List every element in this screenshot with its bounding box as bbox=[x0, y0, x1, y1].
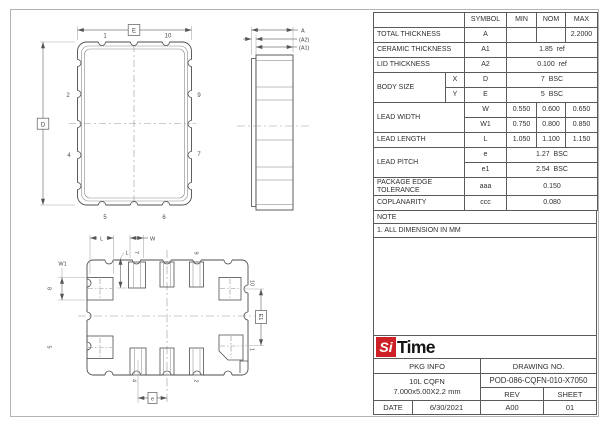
date-value: 6/30/2021 bbox=[413, 401, 481, 414]
spec-nom: 1.100 bbox=[537, 133, 566, 148]
pin-label: 5 bbox=[45, 345, 52, 349]
spec-row-ceramic-thickness bbox=[374, 43, 598, 58]
pin-label: 1 bbox=[103, 33, 107, 40]
spec-header-max: MAX bbox=[566, 13, 598, 28]
spec-nom: 0.600 bbox=[537, 103, 566, 118]
drawing-no-value: POD-086-CQFN-010-X7050 bbox=[481, 374, 596, 388]
spec-row-total-thickness bbox=[374, 28, 598, 43]
spec-max: 0.850 bbox=[566, 118, 598, 133]
dim-label-L-top: L bbox=[100, 236, 104, 243]
spec-value: 5 BSC bbox=[507, 88, 598, 103]
dimension-table bbox=[373, 12, 598, 211]
pin-label: 10 bbox=[164, 33, 172, 40]
spec-value: 0.100 ref bbox=[507, 58, 598, 73]
pin-label: 8 bbox=[45, 286, 52, 291]
spec-axis: Y bbox=[446, 88, 465, 103]
dim-label-E: E bbox=[131, 28, 137, 35]
spec-row-lid-thickness bbox=[374, 58, 598, 73]
rev-value: A00 bbox=[481, 401, 544, 414]
title-block bbox=[373, 335, 597, 415]
dim-label-A2: (A2) bbox=[299, 37, 310, 44]
spec-row-package-edge-tolerance bbox=[374, 178, 598, 196]
spec-header-blank bbox=[374, 13, 465, 28]
top-view bbox=[37, 25, 201, 222]
spec-symbol: A bbox=[465, 28, 507, 43]
spec-name: LEAD LENGTH bbox=[374, 133, 465, 148]
dim-label-W: W bbox=[150, 236, 156, 243]
spec-name: LEAD WIDTH bbox=[374, 103, 465, 133]
spec-symbol: A1 bbox=[465, 43, 507, 58]
spec-name: TOTAL THICKNESS bbox=[374, 28, 465, 43]
sitime-logo bbox=[374, 336, 596, 359]
pin-label: 10 bbox=[248, 279, 255, 287]
spec-header-row bbox=[374, 13, 598, 28]
pkg-size: 7.000x5.00X2.2 mm bbox=[393, 387, 461, 396]
spec-name: CERAMIC THICKNESS bbox=[374, 43, 465, 58]
pin-label: 6 bbox=[162, 215, 166, 221]
note-item-text: 1. ALL DIMENSION IN MM bbox=[377, 227, 461, 234]
pin-label: 2 bbox=[192, 379, 199, 383]
pad-9 bbox=[190, 262, 204, 287]
pin-label: 1 bbox=[248, 347, 255, 352]
sheet-label: SHEET bbox=[557, 389, 583, 399]
spec-symbol: e bbox=[465, 148, 507, 163]
spec-value: 1.85 ref bbox=[507, 43, 598, 58]
spec-max: 2.2000 bbox=[566, 28, 598, 43]
pin-label: 2 bbox=[66, 93, 70, 99]
empty-cell bbox=[373, 237, 597, 336]
pkg-info bbox=[374, 374, 481, 400]
dim-label-A: A bbox=[301, 28, 305, 35]
spec-value: 0.150 bbox=[507, 178, 598, 196]
spec-min bbox=[507, 28, 537, 43]
spec-max: 0.650 bbox=[566, 103, 598, 118]
side-view bbox=[237, 27, 312, 210]
spec-row-lead-width-w bbox=[374, 103, 598, 118]
pin-label: 4 bbox=[130, 378, 137, 383]
spec-row-body-size-x bbox=[374, 73, 598, 88]
note-header-label: NOTE bbox=[377, 213, 397, 221]
right-panel bbox=[373, 12, 597, 415]
spec-symbol: e1 bbox=[465, 163, 507, 178]
spec-name: LEAD PITCH bbox=[374, 148, 465, 178]
pkg-name: 10L CQFN bbox=[409, 377, 445, 387]
spec-nom bbox=[537, 28, 566, 43]
pin-label: 7 bbox=[133, 250, 139, 255]
pin-label: 4 bbox=[67, 153, 71, 159]
spec-name: COPLANARITY bbox=[374, 196, 465, 211]
spec-min: 1.050 bbox=[507, 133, 537, 148]
spec-symbol: W1 bbox=[465, 118, 507, 133]
pin-label: 7 bbox=[197, 152, 201, 158]
spec-row-coplanarity bbox=[374, 196, 598, 211]
spec-symbol: ccc bbox=[465, 196, 507, 211]
spec-value: 0.080 bbox=[507, 196, 598, 211]
spec-value: 2.54 BSC bbox=[507, 163, 598, 178]
spec-row-lead-pitch-e bbox=[374, 148, 598, 163]
spec-name: LID THICKNESS bbox=[374, 58, 465, 73]
spec-value: 1.27 BSC bbox=[507, 148, 598, 163]
dim-label-L-side: L bbox=[125, 250, 129, 257]
pkg-info-label: PKG INFO bbox=[374, 359, 481, 373]
logo-si-mark: Si bbox=[376, 337, 396, 357]
spec-name: BODY SIZE bbox=[374, 73, 446, 103]
spec-min: 0.750 bbox=[507, 118, 537, 133]
spec-name: PACKAGE EDGE TOLERANCE bbox=[374, 178, 465, 196]
dim-label-E1: E1 bbox=[257, 313, 263, 321]
spec-symbol: A2 bbox=[465, 58, 507, 73]
dim-label-D: D bbox=[40, 122, 46, 129]
spec-symbol: aaa bbox=[465, 178, 507, 196]
rev-label: REV bbox=[481, 388, 544, 400]
sheet-value: 01 bbox=[565, 403, 575, 412]
spec-nom: 0.800 bbox=[537, 118, 566, 133]
dim-label-e: e bbox=[150, 396, 155, 403]
spec-header-nom: NOM bbox=[537, 13, 566, 28]
pad-7 bbox=[129, 262, 146, 288]
spec-min: 0.550 bbox=[507, 103, 537, 118]
spec-row-lead-length bbox=[374, 133, 598, 148]
note-item bbox=[373, 223, 597, 238]
pin-label: 9 bbox=[197, 93, 201, 99]
dim-label-A1: (A1) bbox=[299, 45, 310, 52]
spec-value: 7 BSC bbox=[507, 73, 598, 88]
note-header bbox=[373, 210, 597, 224]
spec-symbol: E bbox=[465, 88, 507, 103]
dim-label-W1: W1 bbox=[58, 261, 67, 268]
spec-header-symbol: SYMBOL bbox=[465, 13, 507, 28]
date-label: DATE bbox=[374, 401, 413, 414]
pin-label: 5 bbox=[103, 215, 107, 221]
spec-axis: X bbox=[446, 73, 465, 88]
spec-max: 1.150 bbox=[566, 133, 598, 148]
bottom-view bbox=[46, 235, 267, 404]
spec-symbol: L bbox=[465, 133, 507, 148]
drawing-no-label: DRAWING NO. bbox=[512, 361, 565, 371]
spec-symbol: W bbox=[465, 103, 507, 118]
spec-header-min: MIN bbox=[507, 13, 537, 28]
pin-label: 9 bbox=[192, 251, 199, 255]
logo-time-text: Time bbox=[397, 337, 435, 357]
spec-symbol: D bbox=[465, 73, 507, 88]
